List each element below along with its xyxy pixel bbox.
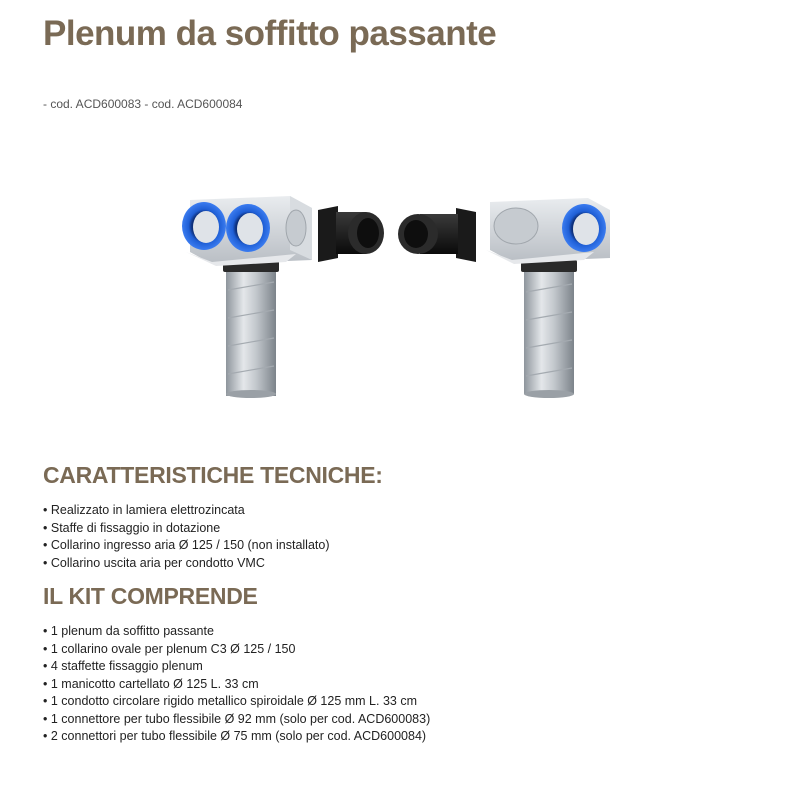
list-item: • Realizzato in lamiera elettrozincata: [43, 502, 330, 520]
features-list: [43, 502, 330, 572]
list-item: • 4 staffette fissaggio plenum: [43, 658, 430, 676]
features-heading: CARATTERISTICHE TECNICHE:: [43, 462, 383, 488]
product-image: [0, 180, 800, 410]
connector-right: [398, 208, 476, 262]
connector-left: [318, 206, 384, 262]
kit-heading: IL KIT COMPRENDE: [43, 583, 258, 609]
list-item: • 1 manicotto cartellato Ø 125 L. 33 cm: [43, 676, 430, 694]
list-item: • Collarino ingresso aria Ø 125 / 150 (non installato): [43, 537, 330, 555]
list-item: • Staffe di fissaggio in dotazione: [43, 520, 330, 538]
page-title: Plenum da soffitto passante: [43, 14, 497, 53]
plenum-left: [182, 196, 312, 398]
list-item: • 1 condotto circolare rigido metallico spiroidale Ø 125 mm L. 33 cm: [43, 693, 430, 711]
product-codes: - cod. ACD600083 - cod. ACD600084: [43, 97, 243, 111]
list-item: • 1 connettore per tubo flessibile Ø 92 mm (solo per cod. ACD600083): [43, 711, 430, 729]
list-item: • 1 plenum da soffitto passante: [43, 623, 430, 641]
list-item: • Collarino uscita aria per condotto VMC: [43, 555, 330, 573]
list-item: • 1 collarino ovale per plenum C3 Ø 125 / 150: [43, 641, 430, 659]
plenum-right: [486, 198, 610, 398]
list-item: • 2 connettori per tubo flessibile Ø 75 mm (solo per cod. ACD600084): [43, 728, 430, 746]
kit-list: [43, 623, 430, 746]
